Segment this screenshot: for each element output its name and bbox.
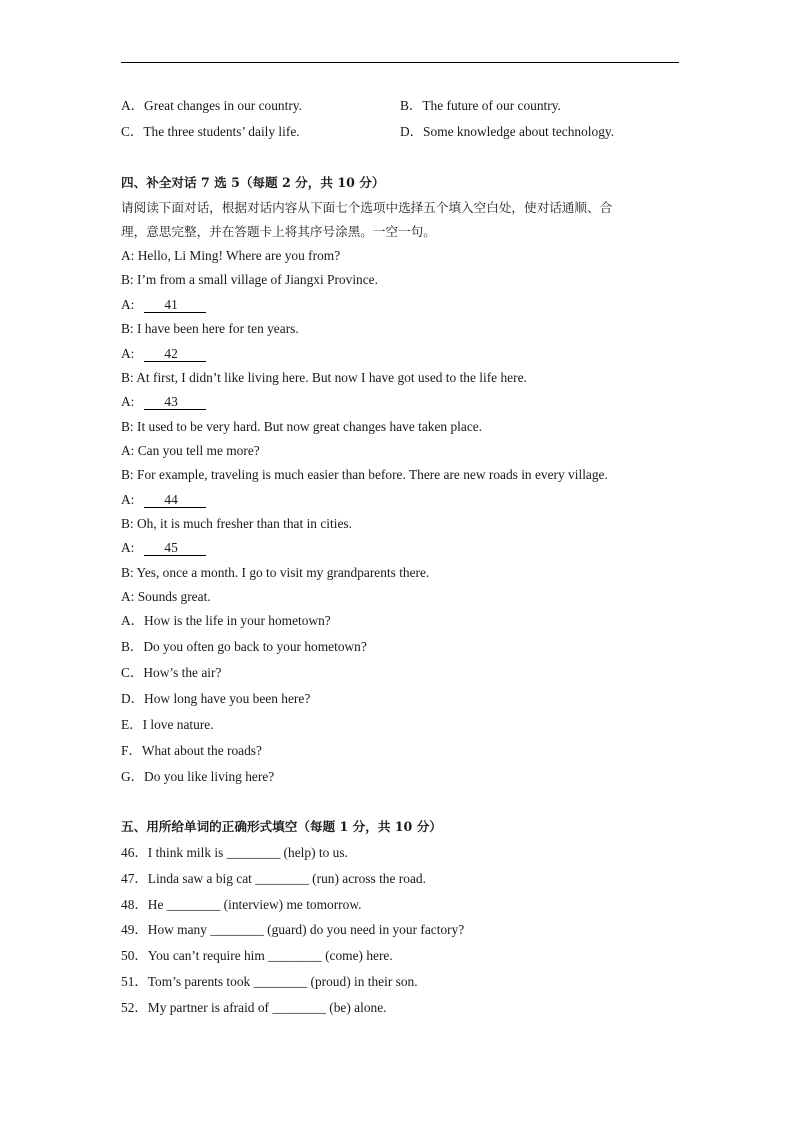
choice-option-f: F．What about the roads?: [121, 743, 262, 758]
dialogue-line: B: I’m from a small village of Jiangxi Province.: [121, 272, 378, 287]
blank-number: 44: [164, 492, 178, 507]
blank-number: 45: [164, 540, 178, 555]
fill-item-50: 50．You can’t require him ________ (come) here.: [121, 948, 393, 963]
prev-option-a: A．Great changes in our country.: [121, 98, 302, 113]
dialogue-blank-line: [121, 539, 206, 557]
dialogue-blank-line: [121, 296, 206, 314]
fill-item-49: 49．How many ________ (guard) do you need in your factory?: [121, 922, 465, 937]
dialogue-line: A: Sounds great.: [121, 589, 211, 604]
fill-item-52: 52．My partner is afraid of ________ (be) alone.: [121, 1000, 387, 1015]
blank-number: 41: [164, 297, 178, 312]
dialogue-line: A: Can you tell me more?: [121, 443, 260, 458]
section4-heading: 四、补全对话 7 选 5（每题 2 分，共 10 分）: [121, 175, 385, 190]
choice-option-a: A．How is the life in your hometown?: [121, 613, 331, 628]
dialogue-blank-line: [121, 491, 206, 509]
dialogue-blank-line: [121, 345, 206, 363]
dialogue-line: B: It used to be very hard. But now great changes have taken place.: [121, 419, 483, 434]
fill-item-47: 47．Linda saw a big cat ________ (run) across the road.: [121, 871, 426, 886]
blank-44: [144, 492, 205, 508]
choice-option-c: C．How’s the air?: [121, 665, 222, 680]
blank-number: 42: [164, 346, 178, 361]
blank-42: [144, 346, 205, 362]
speaker-label: A:: [121, 346, 135, 361]
blank-43: [144, 394, 205, 410]
section4-instructions-line1: 请阅读下面对话，根据对话内容从下面七个选项中选择五个填入空白处，使对话通顺、合: [121, 200, 613, 215]
prev-option-c: C．The three students’ daily life.: [121, 124, 300, 139]
dialogue-line: B: For example, traveling is much easier than before. There are new roads in every village.: [121, 467, 608, 482]
prev-option-b: B．The future of our country.: [400, 98, 561, 113]
dialogue-line: B: Oh, it is much fresher than that in cities.: [121, 516, 352, 531]
speaker-label: A:: [121, 492, 135, 507]
blank-number: 43: [164, 394, 178, 409]
prev-option-d: D．Some knowledge about technology.: [400, 124, 615, 139]
dialogue-blank-line: [121, 393, 206, 411]
speaker-label: A:: [121, 297, 135, 312]
dialogue-line: B: I have been here for ten years.: [121, 321, 299, 336]
dialogue-line: B: Yes, once a month. I go to visit my grandparents there.: [121, 565, 430, 580]
fill-item-51: 51．Tom’s parents took ________ (proud) in their son.: [121, 974, 418, 989]
dialogue-line: B: At first, I didn’t like living here. But now I have got used to the life here.: [121, 370, 527, 385]
speaker-label: A:: [121, 394, 135, 409]
header-rule: [121, 62, 679, 63]
choice-option-g: G．Do you like living here?: [121, 769, 275, 784]
blank-45: [144, 540, 205, 556]
fill-item-48: 48．He ________ (interview) me tomorrow.: [121, 897, 362, 912]
choice-option-b: B．Do you often go back to your hometown?: [121, 639, 367, 654]
fill-item-46: 46．I think milk is ________ (help) to us.: [121, 845, 348, 860]
speaker-label: A:: [121, 540, 135, 555]
choice-option-d: D．How long have you been here?: [121, 691, 311, 706]
section5-heading: 五、用所给单词的正确形式填空（每题 1 分，共 10 分）: [121, 819, 442, 834]
choice-option-e: E．I love nature.: [121, 717, 214, 732]
dialogue-line: A: Hello, Li Ming! Where are you from?: [121, 248, 341, 263]
section4-instructions-line2: 理，意思完整，并在答题卡上将其序号涂黑。一空一句。: [121, 224, 436, 239]
blank-41: [144, 297, 205, 313]
